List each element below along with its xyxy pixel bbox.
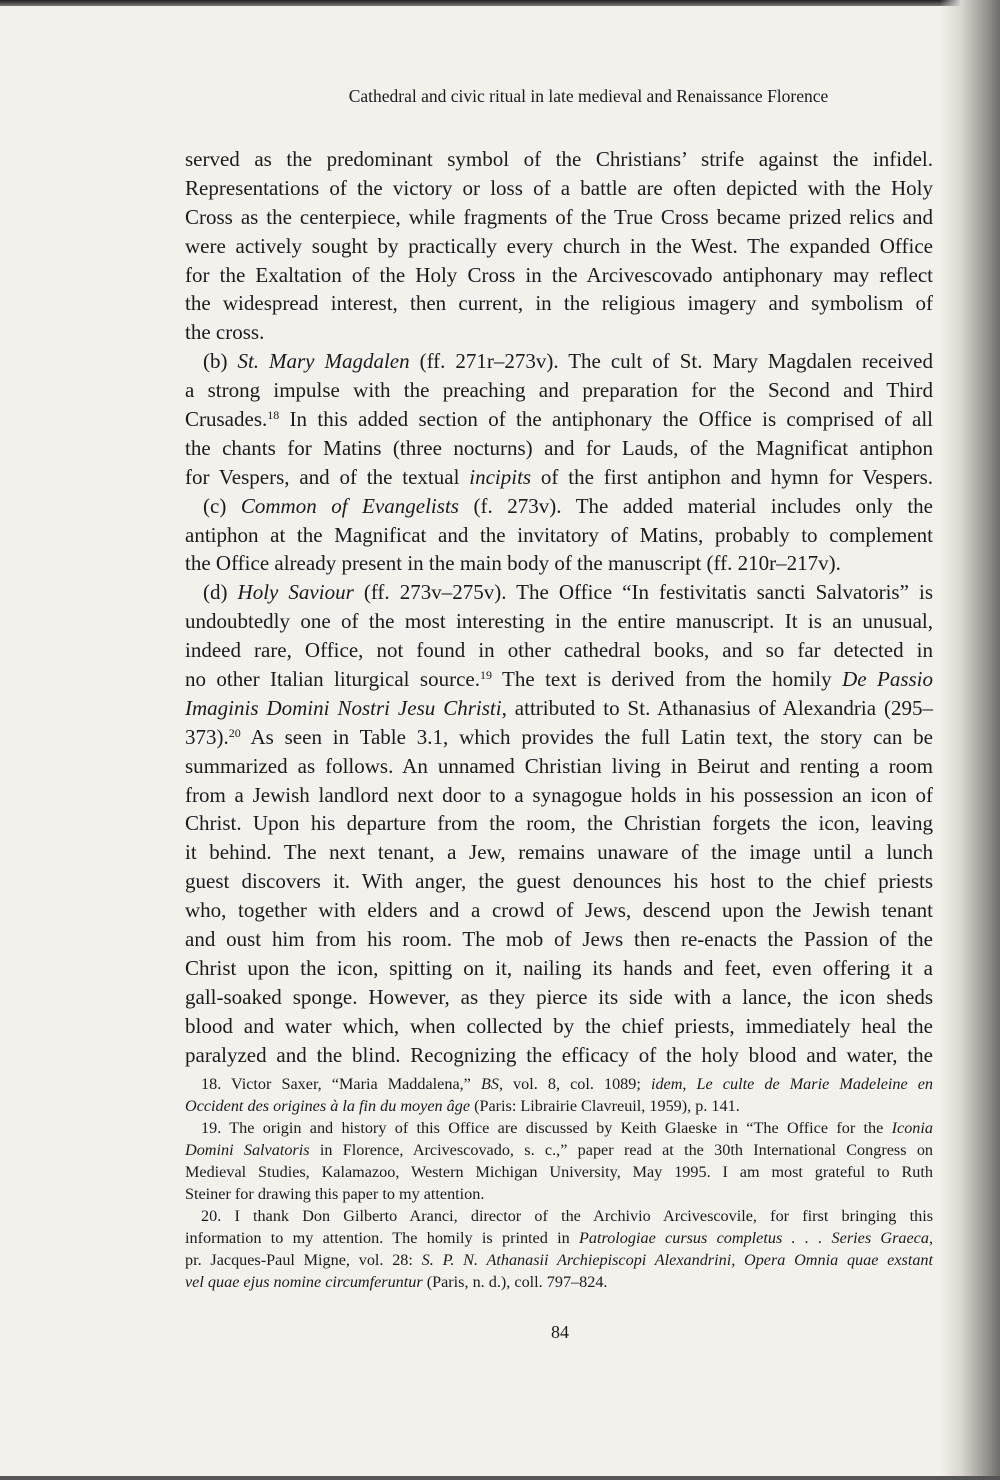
text-run: and oust him from his room. The mob of Jews then re-enacts the Passion of the [185,927,933,952]
body-line [185,289,933,318]
body-line [185,521,933,550]
body-line [185,665,933,694]
footnote-reference: 19 [479,668,492,683]
footnote-reference: 20 [228,725,241,740]
footnote-line [185,1205,933,1227]
text-run: the cross. [185,320,265,345]
text-run: (ff. 273v–275v). The Office “In festivitatis sancti Salvatoris” is [353,580,933,605]
text-run: (b) [203,349,238,374]
body-line [185,492,933,521]
text-run: Christ. Upon his departure from the room, the Christian forgets the icon, leaving [185,811,933,836]
body-text [185,145,933,1070]
scan-top-edge [0,0,1000,6]
text-run: summarized as follows. An unnamed Christian living in Beirut and renting a room [185,753,933,778]
text-run: (Paris: Librairie Clavreuil, 1959), p. 141. [470,1097,740,1115]
body-line [185,405,933,434]
text-run: As seen in Table 3.1, which provides the full Latin text, the story can be [240,724,933,749]
body-line [185,174,933,203]
italic-text: De Passio [842,667,933,692]
text-run: in Florence, Arcivescovado, s. c.,” paper read at the 30th International Congress on [309,1141,934,1159]
text-run: (c) [203,493,241,518]
text-run: Steiner for drawing this paper to my attention. [185,1185,485,1203]
text-run: The text is derived from the homily [491,667,843,692]
text-run: the widespread interest, then current, in the religious imagery and symbolism of [185,291,933,316]
text-run: , vol. 8, col. 1089; [498,1075,651,1093]
italic-text: vel quae ejus nomine circumferuntur [185,1273,423,1291]
footnote-line [185,1117,933,1139]
body-line [185,463,933,492]
body-line [185,607,933,636]
text-run: pr. Jacques-Paul Migne, vol. 28: [185,1251,422,1269]
italic-text: Patrologiae cursus completus . . . Series Graeca [579,1229,929,1247]
page-number: 84 [551,1322,569,1342]
body-line [185,752,933,781]
body-line [185,867,933,896]
body-line [185,723,933,752]
text-run: Representations of the victory or loss of a battle are often depicted with the Holy [185,175,933,200]
text-run: a strong impulse with the preaching and preparation for the Second and Third [185,378,933,403]
text-run: it behind. The next tenant, a Jew, remains unaware of the image until a lunch [185,840,933,865]
footnote-line [185,1095,933,1117]
text-run: of the first antiphon and hymn for Vespers. [531,464,933,489]
italic-text: Le culte de Marie Madeleine en [696,1075,934,1093]
text-run: information to my attention. The homily is printed in [185,1229,580,1247]
text-run: the Office already present in the main body of the manuscript (ff. 210r–217v). [185,551,841,576]
text-run: no other Italian liturgical source. [185,667,480,692]
text-run: (Paris, n. d.), coll. 797–824. [422,1273,608,1291]
text-run: indeed rare, Office, not found in other cathedral books, and so far detected in [185,638,933,663]
text-run: 18. Victor Saxer, “Maria Maddalena,” [201,1075,481,1093]
body-line [185,954,933,983]
body-line [185,809,933,838]
text-run: In this added section of the antiphonary the Office is comprised of all [279,407,933,432]
text-run: blood and water which, when collected by the chief priests, immediately heal the [185,1013,933,1038]
body-line [185,925,933,954]
footnote-line [185,1249,933,1271]
body-line [185,261,933,290]
footnote-line [185,1271,933,1293]
text-run: the chants for Matins (three nocturns) and for Lauds, of the Magnificat antiphon [185,435,933,460]
italic-text: St. Mary Magdalen [237,349,410,374]
running-header [185,86,932,107]
body-line [185,434,933,463]
italic-text: Holy Saviour [237,580,354,605]
italic-text: Domini Salvatoris [185,1141,310,1159]
text-run: served as the predominant symbol of the Christians’ strife against the infidel. [185,147,933,171]
body-line [185,838,933,867]
footnote-line [185,1161,933,1183]
footnotes [185,1073,933,1293]
body-line [185,694,933,723]
body-line [185,983,933,1012]
text-run: gall-soaked sponge. However, as they pierce its side with a lance, the icon sheds [185,984,933,1009]
italic-text: idem [650,1075,683,1093]
text-run: 19. The origin and history of this Office are discussed by Keith Glaeske in “The Office for the [201,1119,892,1137]
text-run: Christ upon the icon, spitting on it, nailing its hands and feet, even offering it a [185,955,933,980]
text-run: antiphon at the Magnificat and the invitatory of Matins, probably to complement [185,522,933,547]
running-header-text: Cathedral and civic ritual in late medieval and Renaissance Florence [348,86,829,106]
footnote-reference: 18 [267,408,280,423]
footnote-line [185,1227,933,1249]
text-run: were actively sought by practically every church in the West. The expanded Office [185,233,933,258]
text-run: , [928,1229,933,1247]
text-run: (ff. 271r–273v). The cult of St. Mary Magdalen received [409,349,933,374]
text-run: Medieval Studies, Kalamazoo, Western Michigan University, May 1995. I am most grateful to Ruth [185,1163,933,1181]
italic-text: Iconia [891,1119,933,1137]
body-line [185,347,933,376]
text-run: 373). [185,724,229,749]
body-line [185,318,933,347]
body-line [185,781,933,810]
text-run: (f. 273v). The added material includes only the [458,493,933,518]
italic-text: S. P. N. Athanasii Archiepiscopi Alexandrini, Opera Omnia quae exstant [421,1251,934,1269]
body-line [185,578,933,607]
body-line [185,1041,933,1070]
page-gutter-shadow [940,0,1000,1480]
footnote-line [185,1139,933,1161]
text-run: for the Exaltation of the Holy Cross in the Arcivescovado antiphonary may reflect [185,262,933,287]
text-run: from a Jewish landlord next door to a synagogue holds in his possession an icon of [185,782,933,807]
italic-text: Occident des origines à la fin du moyen âge [185,1097,471,1115]
body-line [185,203,933,232]
text-run: for Vespers, and of the textual [185,464,470,489]
italic-text: Common of Evangelists [240,493,459,518]
text-run: Crusades. [185,407,268,432]
scan-bottom-edge [0,1476,1000,1480]
text-run: , [682,1075,697,1093]
italic-text: incipits [469,464,532,489]
body-line [185,145,933,174]
body-line [185,549,933,578]
italic-text: Imaginis Domini Nostri Jesu Christi [185,695,502,720]
text-run: 20. I thank Don Gilberto Aranci, director of the Archivio Arcivescovile, for first bringing this [201,1207,933,1225]
footnote-line [185,1183,933,1205]
text-run: undoubtedly one of the most interesting in the entire manuscript. It is an unusual, [185,609,933,634]
footnote-line [185,1073,933,1095]
body-line [185,376,933,405]
text-run: who, together with elders and a crowd of Jews, descend upon the Jewish tenant [185,898,933,923]
body-line [185,232,933,261]
text-run: , attributed to St. Athanasius of Alexandria (295– [501,695,933,720]
text-run: paralyzed and the blind. Recognizing the efficacy of the holy blood and water, the [185,1042,933,1067]
italic-text: BS [480,1075,499,1093]
text-run: guest discovers it. With anger, the guest denounces his host to the chief priests [185,869,933,894]
text-run: Cross as the centerpiece, while fragments of the True Cross became prized relics and [185,204,933,229]
body-line [185,896,933,925]
text-run: (d) [203,580,238,605]
body-line [185,1012,933,1041]
body-line [185,636,933,665]
